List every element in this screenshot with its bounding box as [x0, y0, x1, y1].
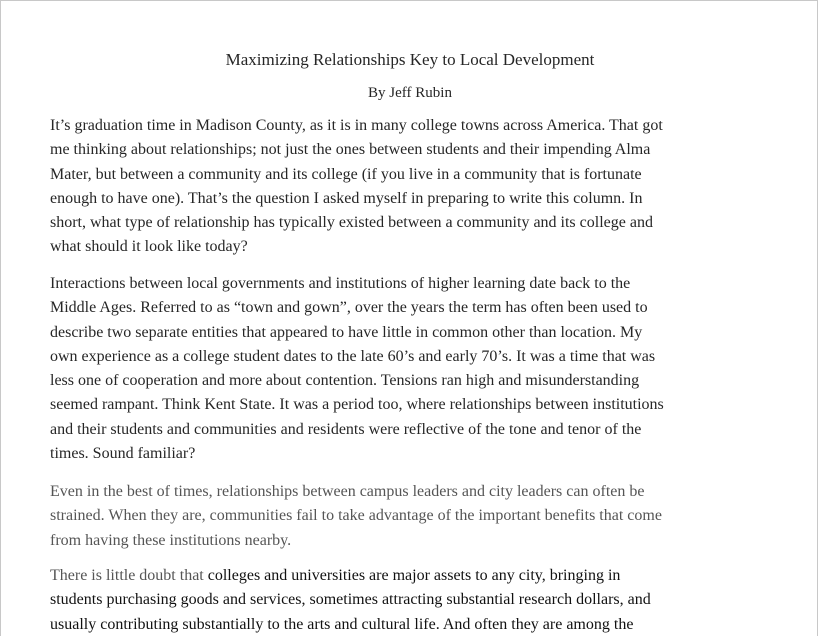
- paragraph-line: Interactions between local governments and institutions of higher learning date back to the: [50, 275, 631, 292]
- paragraph-line: [50, 564, 790, 588]
- paragraph-line: from having these institutions nearby.: [50, 531, 292, 549]
- paragraph-line: me thinking about relationships; not just the ones between students and their impending Alma: [50, 141, 651, 159]
- paragraph-line: short, what type of relationship has typically existed between a community and its college and: [50, 214, 653, 232]
- paragraph-4: [50, 564, 790, 637]
- paragraph-line: Even in the best of times, relationships between campus leaders and city leaders can often be: [50, 483, 645, 500]
- paragraph-line: Middle Ages. Referred to as “town and gown”, over the years the term has often been used to: [50, 299, 648, 317]
- paragraph-line: less one of cooperation and more about contention. Tensions ran high and misunderstanding: [50, 372, 640, 390]
- paragraph-line: usually contributing substantially to the arts and cultural life. And often they are among the: [50, 615, 634, 633]
- paragraph-line: Mater, but between a community and its college (if you live in a community that is fortunate: [50, 165, 642, 183]
- paragraph-1: [50, 114, 790, 260]
- paragraph-rest-text: colleges and universities are major assets to any city, bringing in: [207, 567, 621, 584]
- paragraph-3: [50, 480, 790, 553]
- paragraph-line: describe two separate entities that appeared to have little in common other than location. My: [50, 323, 643, 341]
- paragraph-line: times. Sound familiar?: [50, 445, 196, 463]
- paragraph-line: what should it look like today?: [50, 238, 248, 256]
- paragraph-line: seemed rampant. Think Kent State. It was a period too, where relationships between institutions: [50, 396, 664, 414]
- paragraph-lead-text: There is little doubt that: [50, 567, 208, 584]
- paragraph-line: enough to have one). That’s the question I asked myself in preparing to write this column. In: [50, 189, 643, 207]
- paragraph-line: and their students and communities and residents were reflective of the tone and tenor of the: [50, 420, 642, 438]
- article-byline: By Jeff Rubin: [368, 85, 452, 101]
- article-title: Maximizing Relationships Key to Local Development: [225, 50, 595, 69]
- paragraph-2: [50, 272, 790, 466]
- paragraph-line: students purchasing goods and services, sometimes attracting substantial research dollars, and: [50, 591, 651, 609]
- paragraph-line: own experience as a college student dates to the late 60’s and early 70’s. It was a time that was: [50, 347, 656, 365]
- paragraph-line: It’s graduation time in Madison County, as it is in many college towns across America. That got: [50, 117, 663, 134]
- paragraph-line: strained. When they are, communities fail to take advantage of the important benefits that come: [50, 507, 662, 525]
